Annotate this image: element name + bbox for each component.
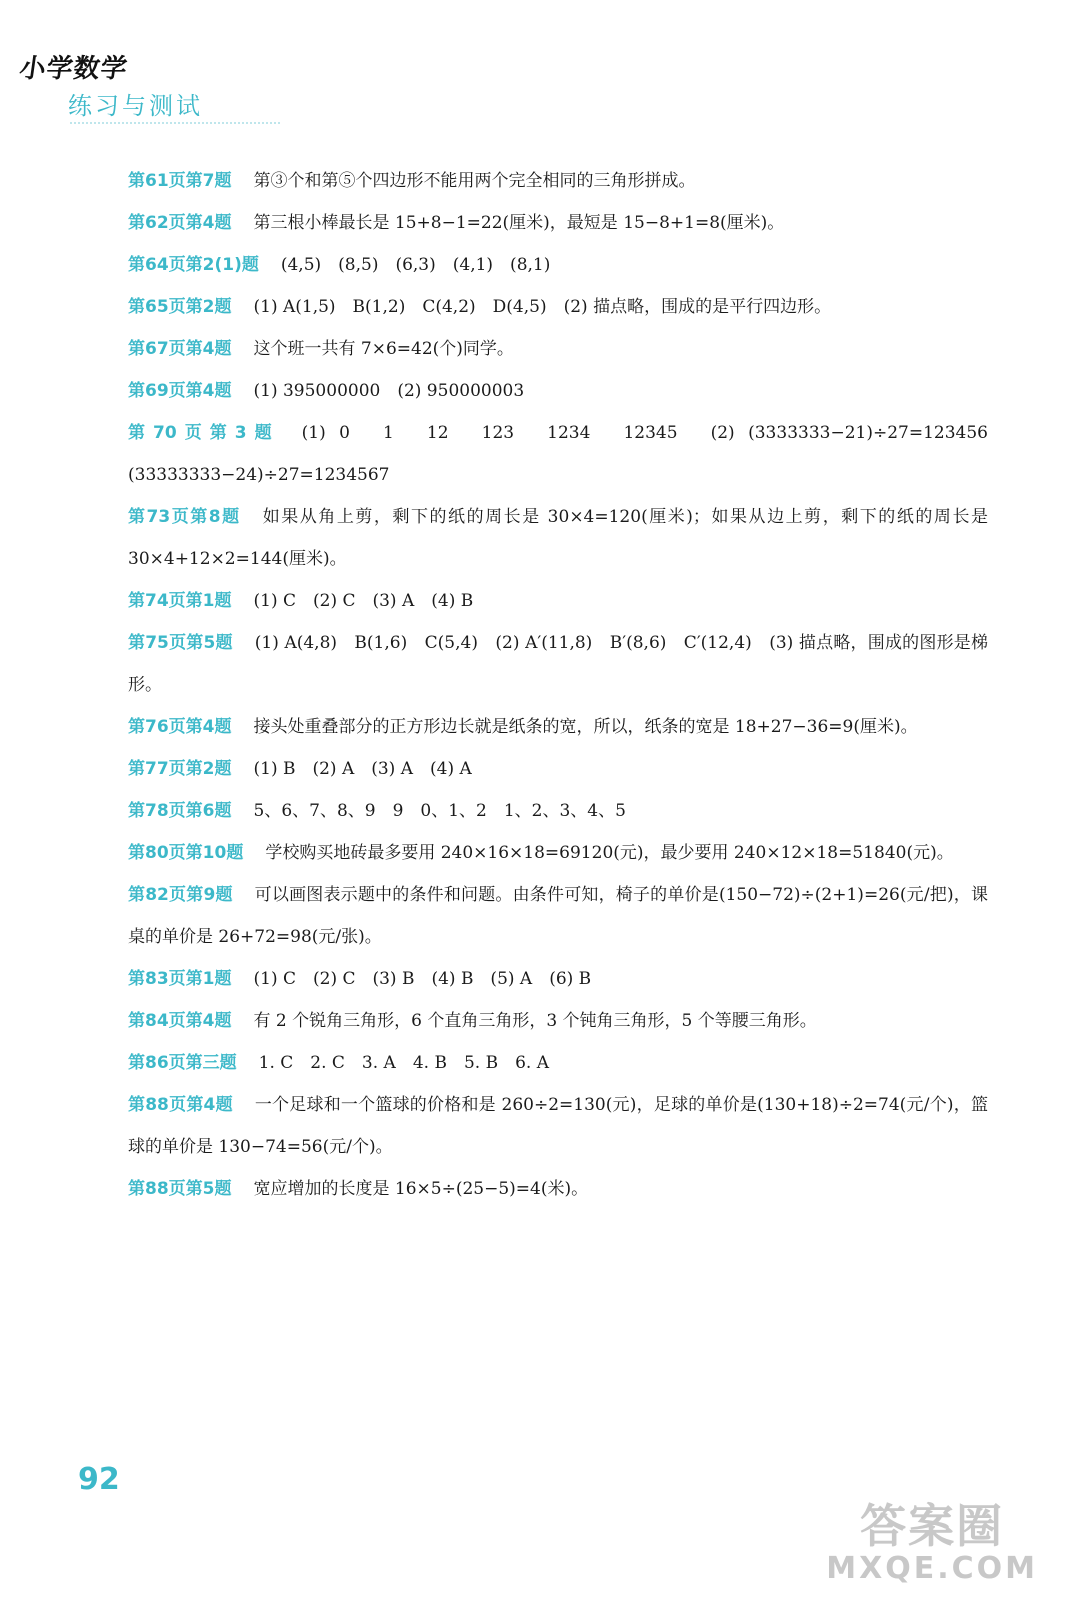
answer-text: 第③个和第⑤个四边形不能用两个完全相同的三角形拼成。 bbox=[253, 171, 696, 191]
question-reference: 第67页第4题 bbox=[128, 339, 232, 359]
watermark-logo-text: 答案圈 bbox=[860, 1499, 1005, 1553]
page-number: 92 bbox=[78, 1462, 120, 1497]
question-reference: 第80页第10题 bbox=[128, 843, 244, 863]
answer-entry bbox=[128, 1000, 988, 1042]
question-reference: 第64页第2(1)题 bbox=[128, 255, 259, 275]
answer-entry bbox=[128, 412, 1005, 496]
book-header bbox=[17, 48, 280, 128]
answer-text: (4,5) (8,5) (6,3) (4,1) (8,1) bbox=[280, 255, 551, 275]
answer-text: (1) C (2) C (3) B (4) B (5) A (6) B bbox=[253, 969, 592, 989]
question-reference: 第65页第2题 bbox=[128, 297, 232, 317]
answer-text: (1) A(4,8) B(1,6) C(5,4) (2) A′(11,8) B′(8,6) C′(12,4) (3) 描点略，围成的图形是梯形。 bbox=[128, 633, 988, 695]
answer-text: (1) A(1,5) B(1,2) C(4,2) D(4,5) (2) 描点略，围成的是平行四边形。 bbox=[253, 297, 832, 317]
question-reference: 第86页第三题 bbox=[128, 1053, 237, 1073]
question-reference: 第73页第8题 bbox=[128, 507, 241, 527]
question-reference: 第78页第6题 bbox=[128, 801, 232, 821]
site-watermark bbox=[826, 1500, 1038, 1586]
question-reference: 第75页第5题 bbox=[128, 633, 233, 653]
answer-entry bbox=[128, 706, 988, 748]
answer-text: 5、6、7、8、9 9 0、1、2 1、2、3、4、5 bbox=[253, 801, 626, 821]
answer-text: (1) B (2) A (3) A (4) A bbox=[253, 759, 472, 779]
answer-entry bbox=[128, 328, 988, 370]
book-series-title: 小学数学 bbox=[17, 54, 130, 84]
question-reference: 第88页第4题 bbox=[128, 1095, 233, 1115]
answer-text: 1. C 2. C 3. A 4. B 5. B 6. A bbox=[258, 1053, 549, 1073]
answer-text: 宽应增加的长度是 16×5÷(25−5)=4(米)。 bbox=[253, 1179, 589, 1199]
question-reference: 第69页第4题 bbox=[128, 381, 232, 401]
answer-entry bbox=[128, 1084, 988, 1168]
answer-entry bbox=[128, 160, 988, 202]
header-divider bbox=[70, 122, 280, 124]
answer-text: 可以画图表示题中的条件和问题。由条件可知，椅子的单价是(150−72)÷(2+1)=26(元/把)，课桌的单价是 26+72=98(元/张)。 bbox=[128, 885, 988, 947]
answer-entry bbox=[128, 580, 988, 622]
question-reference: 第74页第1题 bbox=[128, 591, 232, 611]
question-reference: 第70页第3题 bbox=[128, 423, 280, 443]
answer-entry bbox=[128, 286, 988, 328]
answer-entry bbox=[128, 790, 988, 832]
question-reference: 第88页第5题 bbox=[128, 1179, 232, 1199]
answer-entry bbox=[128, 244, 988, 286]
question-reference: 第83页第1题 bbox=[128, 969, 232, 989]
answer-text: 接头处重叠部分的正方形边长就是纸条的宽，所以，纸条的宽是 18+27−36=9(厘米)。 bbox=[253, 717, 918, 737]
answer-text: 有 2 个锐角三角形，6 个直角三角形，3 个钝角三角形，5 个等腰三角形。 bbox=[253, 1011, 817, 1031]
answer-entry bbox=[128, 496, 988, 580]
answer-text: 如果从角上剪，剩下的纸的周长是 30×4=120(厘米)；如果从边上剪，剩下的纸的周长是 30×4+12×2=144(厘米)。 bbox=[128, 507, 988, 569]
answer-entry bbox=[128, 370, 988, 412]
answer-text: (1) 395000000 (2) 950000003 bbox=[253, 381, 525, 401]
answer-entry bbox=[128, 832, 988, 874]
answer-entry bbox=[128, 874, 988, 958]
answer-text: 一个足球和一个篮球的价格和是 260÷2=130(元)，足球的单价是(130+18)÷2=74(元/个)，篮球的单价是 130−74=56(元/个)。 bbox=[128, 1095, 988, 1157]
watermark-domain: MXQE.COM bbox=[826, 1551, 1038, 1586]
answer-text: 第三根小棒最长是 15+8−1=22(厘米)，最短是 15−8+1=8(厘米)。 bbox=[253, 213, 785, 233]
answer-entry bbox=[128, 748, 988, 790]
answer-entry bbox=[128, 1168, 988, 1210]
answer-entry bbox=[128, 202, 988, 244]
answer-text: 这个班一共有 7×6=42(个)同学。 bbox=[253, 339, 514, 359]
answer-text: (1) C (2) C (3) A (4) B bbox=[253, 591, 474, 611]
question-reference: 第77页第2题 bbox=[128, 759, 232, 779]
answer-text: 学校购买地砖最多要用 240×16×18=69120(元)，最少要用 240×12×18=51840(元)。 bbox=[265, 843, 954, 863]
question-reference: 第84页第4题 bbox=[128, 1011, 232, 1031]
question-reference: 第61页第7题 bbox=[128, 171, 232, 191]
question-reference: 第62页第4题 bbox=[128, 213, 232, 233]
answer-entry bbox=[128, 622, 988, 706]
answer-entry bbox=[128, 1042, 988, 1084]
answer-text: (1) 0 1 12 123 1234 12345 (2) (3333333−21)÷27=123456 (33333333−24)÷27=1234567 bbox=[128, 423, 1005, 485]
answer-entry bbox=[128, 958, 988, 1000]
question-reference: 第82页第9题 bbox=[128, 885, 233, 905]
book-subtitle: 练习与测试 bbox=[68, 92, 203, 120]
question-reference: 第76页第4题 bbox=[128, 717, 232, 737]
answer-list bbox=[128, 160, 1005, 1210]
